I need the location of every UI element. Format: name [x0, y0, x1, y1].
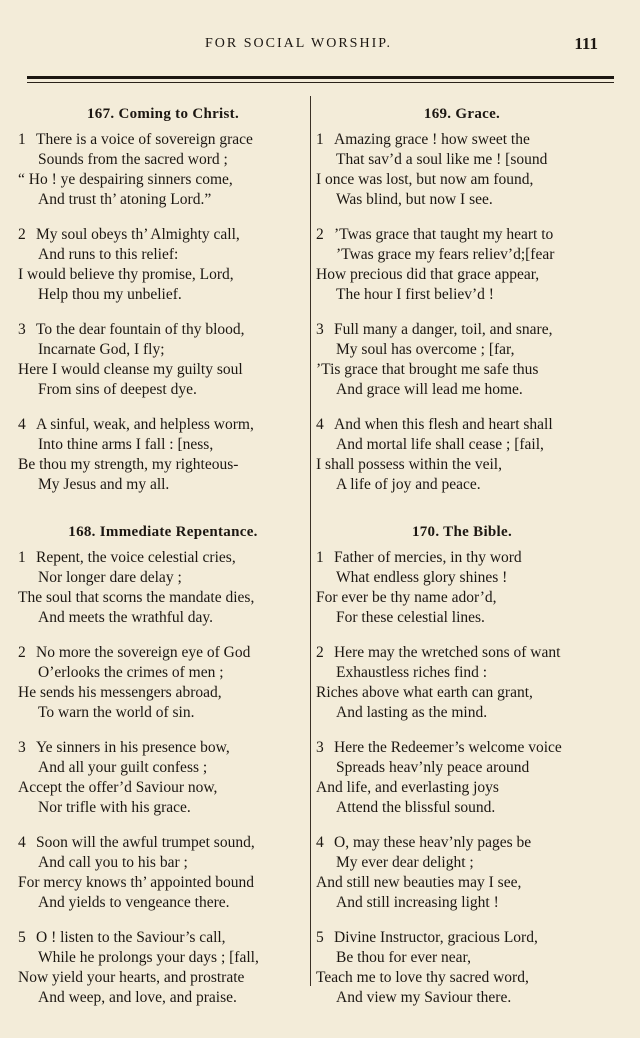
- stanza: [316, 130, 608, 210]
- verse-line: For mercy knows th’ appointed bound: [18, 874, 255, 891]
- page-number: 111: [574, 34, 598, 53]
- left-column: [18, 104, 308, 1023]
- verse-line: [18, 130, 308, 150]
- verse-line: “ Ho ! ye despairing sinners come,: [18, 171, 233, 188]
- verse-line: [18, 738, 308, 758]
- stanza: [18, 548, 308, 628]
- stanza: [18, 415, 308, 495]
- hymn-title: 168. Immediate Repentance.: [68, 524, 258, 540]
- stanza-number: 4: [18, 416, 26, 433]
- verse-line: And yields to vengeance there.: [38, 894, 230, 911]
- verse-text: There is a voice of sovereign grace: [36, 131, 253, 148]
- verse-line: Nor longer dare delay ;: [38, 569, 182, 586]
- verse-line: For ever be thy name ador’d,: [316, 589, 497, 606]
- verse-text: Ye sinners in his presence bow,: [36, 739, 230, 756]
- right-column: [316, 104, 608, 1023]
- verse-line: I would believe thy promise, Lord,: [18, 266, 234, 283]
- stanza-number: 3: [316, 321, 324, 338]
- verse-line: And view my Saviour there.: [336, 989, 512, 1006]
- verse-line: Sounds from the sacred word ;: [38, 151, 228, 168]
- stanza: [18, 833, 308, 913]
- verse-line: ’Tis grace that brought me safe thus: [316, 361, 539, 378]
- verse-text: Soon will the awful trumpet sound,: [36, 834, 255, 851]
- stanza: [18, 320, 308, 400]
- stanza: [316, 415, 608, 495]
- stanza-number: 2: [18, 226, 26, 243]
- stanza-number: 4: [316, 834, 324, 851]
- verse-text: Full many a danger, toil, and snare,: [334, 321, 553, 338]
- verse-line: Accept the offer’d Saviour now,: [18, 779, 218, 796]
- verse-line: And lasting as the mind.: [336, 704, 488, 721]
- stanza: [18, 738, 308, 818]
- verse-line: And still new beauties may I see,: [316, 874, 522, 891]
- verse-line: [18, 833, 308, 853]
- stanza: [18, 928, 308, 1008]
- verse-line: Be thou my strength, my righteous-: [18, 456, 239, 473]
- verse-line: And runs to this relief:: [38, 246, 179, 263]
- verse-line: [316, 548, 608, 568]
- stanza-number: 4: [316, 416, 324, 433]
- hymn-gap: [18, 510, 308, 522]
- verse-line: Help thou my unbelief.: [38, 286, 182, 303]
- verse-text: A sinful, weak, and helpless worm,: [36, 416, 254, 433]
- verse-line: Attend the blissful sound.: [336, 799, 496, 816]
- verse-line: Incarnate God, I fly;: [38, 341, 165, 358]
- running-title: FOR SOCIAL WORSHIP.: [205, 36, 392, 51]
- verse-line: He sends his messengers abroad,: [18, 684, 222, 701]
- verse-line: Exhaustless riches find :: [336, 664, 488, 681]
- verse-line: A life of joy and peace.: [336, 476, 481, 493]
- verse-line: [316, 928, 608, 948]
- verse-line: And weep, and love, and praise.: [38, 989, 237, 1006]
- verse-text: Repent, the voice celestial cries,: [36, 549, 236, 566]
- verse-line: [18, 415, 308, 435]
- verse-line: And mortal life shall cease ; [fail,: [336, 436, 544, 453]
- stanza: [316, 225, 608, 305]
- stanza-number: 5: [18, 929, 26, 946]
- stanza: [316, 320, 608, 400]
- verse-text: My soul obeys th’ Almighty call,: [36, 226, 240, 243]
- stanza: [18, 225, 308, 305]
- verse-line: While he prolongs your days ; [fall,: [38, 949, 259, 966]
- verse-text: ’Twas grace that taught my heart to: [334, 226, 554, 243]
- verse-text: And when this flesh and heart shall: [334, 416, 553, 433]
- verse-line: [316, 225, 608, 245]
- verse-line: I once was lost, but now am found,: [316, 171, 534, 188]
- verse-line: Nor trifle with his grace.: [38, 799, 191, 816]
- stanza: [316, 643, 608, 723]
- verse-line: Here I would cleanse my guilty soul: [18, 361, 243, 378]
- verse-line: Spreads heav’nly peace around: [336, 759, 530, 776]
- stanza-number: 5: [316, 929, 324, 946]
- verse-line: My soul has overcome ; [far,: [336, 341, 515, 358]
- verse-line: My Jesus and my all.: [38, 476, 170, 493]
- verse-text: Here may the wretched sons of want: [334, 644, 561, 661]
- verse-line: [316, 738, 608, 758]
- verse-line: And call you to his bar ;: [38, 854, 188, 871]
- verse-line: Teach me to love thy sacred word,: [316, 969, 529, 986]
- verse-text: Divine Instructor, gracious Lord,: [334, 929, 538, 946]
- verse-line: I shall possess within the veil,: [316, 456, 502, 473]
- verse-line: And all your guilt confess ;: [38, 759, 208, 776]
- stanza: [316, 548, 608, 628]
- column-divider: [310, 96, 311, 986]
- header-rule-thick: [27, 76, 614, 79]
- verse-line: [316, 320, 608, 340]
- verse-text: Father of mercies, in thy word: [334, 549, 522, 566]
- verse-line: From sins of deepest dye.: [38, 381, 197, 398]
- verse-line: Was blind, but now I see.: [336, 191, 493, 208]
- hymn-title: 170. The Bible.: [411, 524, 513, 540]
- verse-line: [316, 130, 608, 150]
- stanza-number: 3: [18, 321, 26, 338]
- verse-line: And trust th’ atoning Lord.”: [38, 191, 212, 208]
- stanza-number: 1: [18, 131, 26, 148]
- verse-text: To the dear fountain of thy blood,: [36, 321, 245, 338]
- verse-line: [18, 548, 308, 568]
- stanza-number: 1: [316, 549, 324, 566]
- stanza: [316, 928, 608, 1008]
- stanza: [18, 643, 308, 723]
- verse-line: [18, 320, 308, 340]
- hymn-title: 169. Grace.: [423, 106, 501, 122]
- stanza-number: 2: [316, 226, 324, 243]
- verse-line: Now yield your hearts, and prostrate: [18, 969, 245, 986]
- verse-line: The hour I first believ’d !: [336, 286, 494, 303]
- verse-text: No more the sovereign eye of God: [36, 644, 251, 661]
- verse-text: O ! listen to the Saviour’s call,: [36, 929, 226, 946]
- running-head: [0, 36, 640, 56]
- verse-line: How precious did that grace appear,: [316, 266, 540, 283]
- verse-line: [316, 833, 608, 853]
- verse-line: And life, and everlasting joys: [316, 779, 499, 796]
- verse-line: What endless glory shines !: [336, 569, 508, 586]
- stanza: [316, 833, 608, 913]
- verse-line: Riches above what earth can grant,: [316, 684, 533, 701]
- verse-line: [18, 225, 308, 245]
- stanza-number: 3: [316, 739, 324, 756]
- header-rule-thin: [27, 82, 614, 83]
- verse-text: O, may these heav’nly pages be: [334, 834, 532, 851]
- verse-line: That sav’d a soul like me ! [sound: [336, 151, 548, 168]
- verse-line: For these celestial lines.: [336, 609, 485, 626]
- stanza-number: 1: [316, 131, 324, 148]
- verse-line: [316, 643, 608, 663]
- stanza-number: 4: [18, 834, 26, 851]
- verse-line: [18, 928, 308, 948]
- verse-line: To warn the world of sin.: [38, 704, 195, 721]
- verse-line: The soul that scorns the mandate dies,: [18, 589, 255, 606]
- hymn-gap: [316, 510, 608, 522]
- hymn-title: 167. Coming to Christ.: [86, 106, 239, 122]
- verse-line: And meets the wrathful day.: [38, 609, 214, 626]
- verse-line: ’Twas grace my fears reliev’d;[fear: [336, 246, 555, 263]
- stanza: [316, 738, 608, 818]
- stanza-number: 2: [316, 644, 324, 661]
- verse-line: And grace will lead me home.: [336, 381, 523, 398]
- stanza-number: 3: [18, 739, 26, 756]
- verse-line: Into thine arms I fall : [ness,: [38, 436, 214, 453]
- verse-line: O’erlooks the crimes of men ;: [38, 664, 224, 681]
- verse-line: My ever dear delight ;: [336, 854, 474, 871]
- verse-text: Here the Redeemer’s welcome voice: [334, 739, 562, 756]
- verse-line: Be thou for ever near,: [336, 949, 471, 966]
- verse-text: Amazing grace ! how sweet the: [334, 131, 530, 148]
- verse-line: [18, 643, 308, 663]
- stanza-number: 1: [18, 549, 26, 566]
- stanza-number: 2: [18, 644, 26, 661]
- verse-line: [316, 415, 608, 435]
- stanza: [18, 130, 308, 210]
- verse-line: And still increasing light !: [336, 894, 499, 911]
